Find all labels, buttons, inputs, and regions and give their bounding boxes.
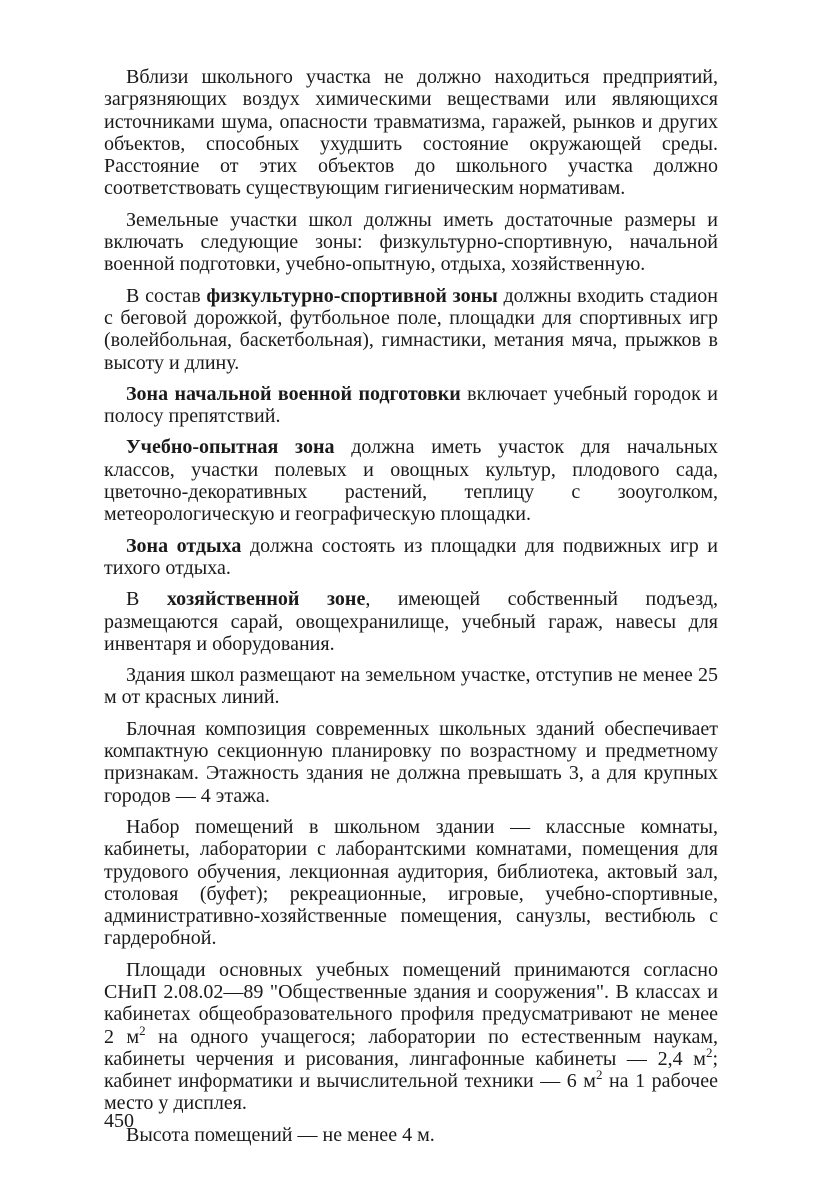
paragraph-text: включает учебный городок и полосу препятствий.	[104, 382, 718, 428]
paragraph-text: должна иметь участок для начальных классов, участки полевых и овощных культур, плодового сада, цветочно-декоративных растений, теплицу с зооуголком, метеорологическую и географическую площадки.	[104, 436, 718, 526]
paragraph-p8	[104, 664, 718, 709]
paragraph-text: Вблизи школьного участка не должно находиться предприятий, загрязняющих воздух химическими веществами или являющихся источниками шума, опасности травматизма, гаражей, рынков и других объектов, способных ухудшить состояние окружающей среды. Расстояние от этих объектов до школьного участка должно соответствовать существующим гигиеническим нормативам.	[104, 66, 718, 200]
paragraph-p10	[104, 816, 718, 950]
paragraph-text: на 1 рабочее место у дисплея.	[104, 1070, 718, 1115]
superscript: 2	[705, 1044, 713, 1060]
paragraph-text: Площади основных учебных помещений принимаются согласно СНиП 2.08.02—89 "Общественные здания и сооружения". В классах и кабинетах общеобразовательного профиля предусматривают не менее 2 м	[104, 958, 718, 1048]
paragraph-text: должна состоять из площадки для подвижных игр и тихого отдыха.	[104, 534, 718, 579]
superscript: 2	[139, 1022, 146, 1038]
bold-term: Зона отдыха	[126, 534, 242, 557]
paragraph-text: Набор помещений в школьном здании — классные комнаты, кабинеты, лаборатории с лаборантскими комнатами, помещения для трудового обучения, лекционная аудитория, библиотека, актовый зал, столовая (буфет); рекреационные, игровые, учебно-спортивные, административно-хозяйственные помещения, санузлы, вестибюль с гардеробной.	[104, 815, 718, 950]
paragraph-p11	[104, 959, 718, 1115]
bold-term: Зона начальной военной подготовки	[126, 382, 461, 405]
paragraph-text: В состав	[126, 284, 207, 307]
bold-term: Учебно-опытная зона	[126, 436, 335, 459]
paragraph-text: ; кабинет информатики и вычислительной техники — 6 м	[104, 1047, 718, 1093]
paragraph-p1	[104, 66, 718, 200]
paragraph-text: Блочная композиция современных школьных зданий обеспечивает компактную секционную планировку по возрастному и предметному признакам. Этажность здания не должна превышать 3, а для крупных городов — 4 этажа.	[104, 717, 718, 807]
paragraph-text: Высота помещений — не менее 4 м.	[126, 1123, 435, 1146]
paragraph-p3	[104, 285, 718, 374]
page-body	[104, 66, 718, 1155]
superscript: 2	[595, 1067, 603, 1083]
paragraph-p7	[104, 588, 718, 655]
paragraph-p6	[104, 535, 718, 580]
paragraph-text: , имеющей собственный подъезд, размещаются сарай, овощехранилище, учебный гараж, навесы для инвентаря и оборудования.	[104, 588, 719, 655]
paragraph-p9	[104, 718, 718, 807]
paragraph-p12	[104, 1124, 718, 1146]
paragraph-text: Здания школ размещают на земельном участке, отступив не менее 25 м от красных линий.	[104, 664, 718, 709]
paragraph-p4	[104, 383, 718, 428]
page-number: 450	[104, 1110, 134, 1132]
paragraph-text: на одного учащегося; лаборатории по естественным наукам, кабинеты черчения и рисования, лингафонные кабинеты — 2,4 м	[104, 1025, 718, 1070]
paragraph-p2	[104, 209, 718, 276]
bold-term: физкультурно-спортивной зоны	[206, 284, 498, 307]
paragraph-text: Земельные участки школ должны иметь достаточные размеры и включать следующие зоны: физкультурно-спортивную, начальной военной подготовки, учебно-опытную, отдыха, хозяйственную.	[104, 208, 718, 276]
paragraph-text: В	[126, 588, 167, 611]
bold-term: хозяйственной зоне	[166, 588, 366, 611]
paragraph-p5	[104, 436, 718, 525]
paragraph-text: должны входить стадион с беговой дорожкой, футбольное поле, площадки для спортивных игр (волейбольная, баскетбольная), гимнастики, метания мяча, прыжков в высоту и длину.	[104, 284, 718, 374]
